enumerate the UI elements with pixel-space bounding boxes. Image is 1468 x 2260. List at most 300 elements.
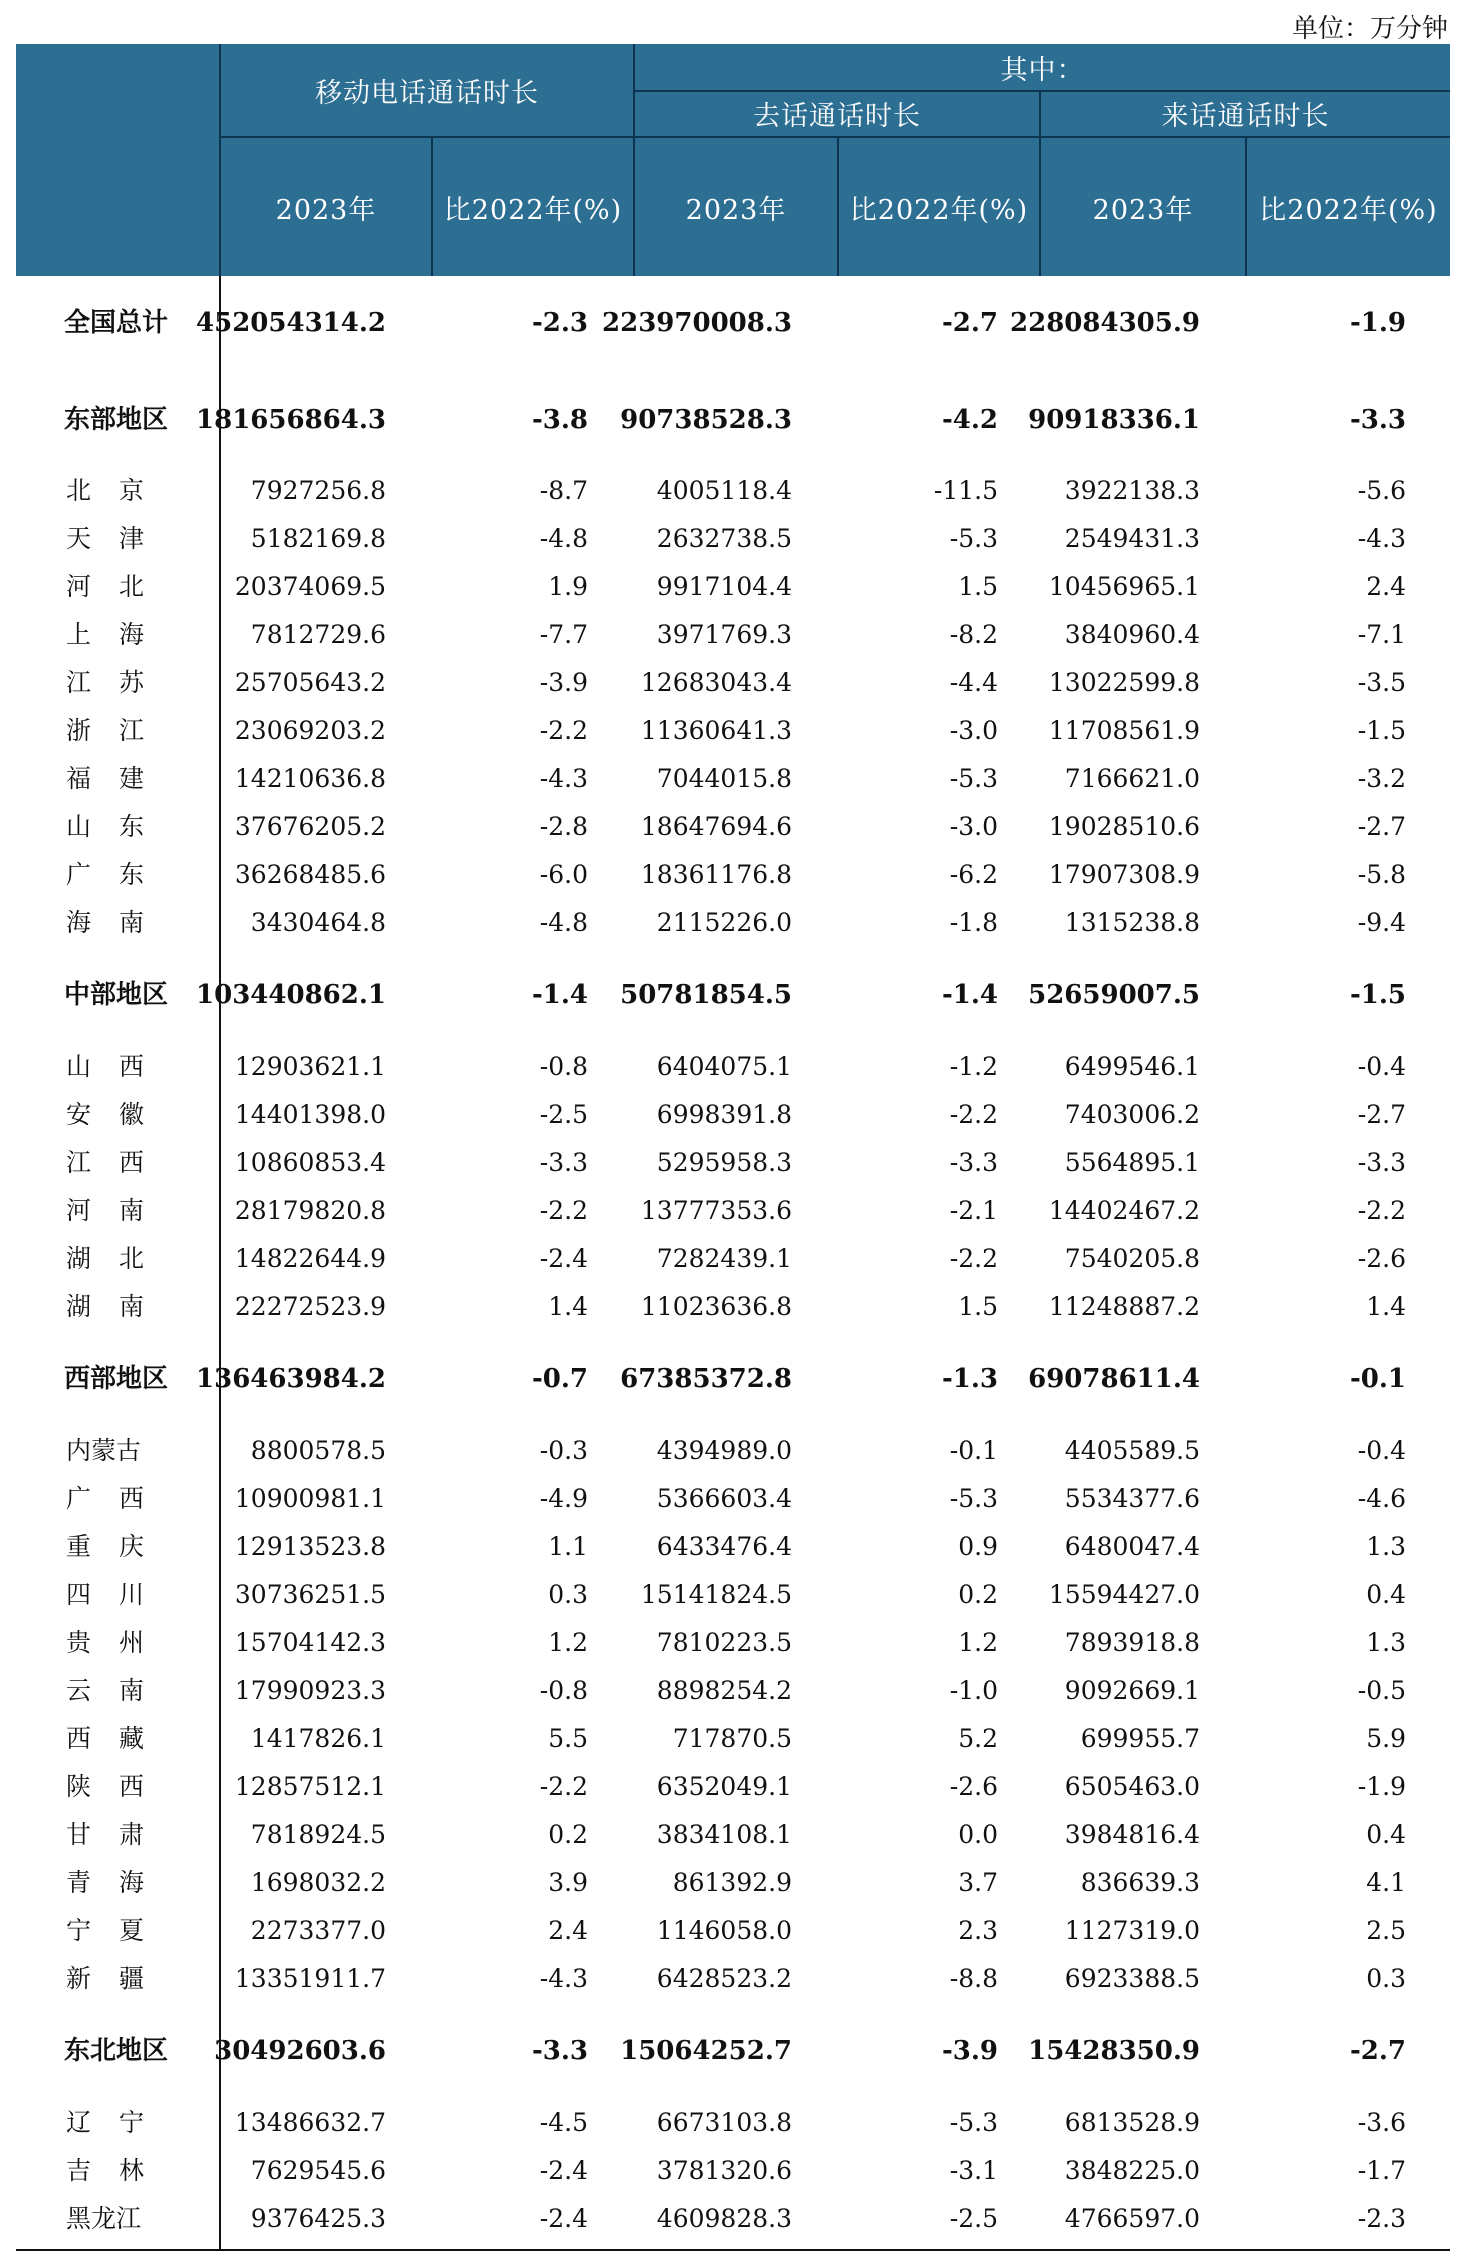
cell-value: 1417826.1 xyxy=(250,1724,386,1753)
cell-value: -5.8 xyxy=(1357,860,1406,889)
cell-value: -4.4 xyxy=(949,668,998,697)
cell-value: -4.3 xyxy=(539,1964,588,1993)
cell-value: -5.6 xyxy=(1357,476,1406,505)
cell-value: 14402467.2 xyxy=(1048,1196,1200,1225)
table-row xyxy=(16,468,1450,514)
table-row xyxy=(16,1092,1450,1138)
cell-value: -1.9 xyxy=(1357,1772,1406,1801)
table-row xyxy=(16,1524,1450,1570)
region-name: 内蒙古 xyxy=(66,1436,142,1465)
region-name: 浙江 xyxy=(66,716,173,745)
cell-value: -4.2 xyxy=(941,405,998,435)
cell-value: -0.3 xyxy=(539,1436,588,1465)
cell-value: 1.2 xyxy=(548,1628,588,1657)
cell-value: 0.9 xyxy=(958,1532,998,1561)
cell-value: 17907308.9 xyxy=(1048,860,1200,889)
cell-value: -3.1 xyxy=(949,2156,998,2185)
cell-value: -7.7 xyxy=(539,620,588,649)
cell-value: 103440862.1 xyxy=(196,980,386,1010)
cell-value: 0.4 xyxy=(1366,1820,1406,1849)
cell-value: 7818924.5 xyxy=(250,1820,386,1849)
cell-value: -3.3 xyxy=(539,1148,588,1177)
cell-value: 3922138.3 xyxy=(1064,476,1200,505)
cell-value: 2549431.3 xyxy=(1064,524,1200,553)
cell-value: 69078611.4 xyxy=(1028,1364,1200,1394)
summary-row xyxy=(16,397,1450,443)
cell-value: -2.4 xyxy=(539,2156,588,2185)
summary-row xyxy=(16,972,1450,1018)
cell-value: 6404075.1 xyxy=(656,1052,792,1081)
cell-value: 36268485.6 xyxy=(234,860,386,889)
cell-value: 37676205.2 xyxy=(234,812,386,841)
cell-value: -2.3 xyxy=(531,308,588,338)
cell-value: 1.5 xyxy=(958,1292,998,1321)
region-name: 广东 xyxy=(66,860,173,889)
cell-value: 15704142.3 xyxy=(234,1628,386,1657)
cell-value: 11023636.8 xyxy=(640,1292,792,1321)
cell-value: 7629545.6 xyxy=(250,2156,386,2185)
table-row xyxy=(16,1716,1450,1762)
cell-value: 25705643.2 xyxy=(234,668,386,697)
cell-value: 12903621.1 xyxy=(234,1052,386,1081)
cell-value: -2.7 xyxy=(941,308,998,338)
cell-value: -3.0 xyxy=(949,716,998,745)
cell-value: 1.9 xyxy=(548,572,588,601)
cell-value: -8.2 xyxy=(949,620,998,649)
cell-value: 7166621.0 xyxy=(1064,764,1200,793)
cell-value: -2.6 xyxy=(949,1772,998,1801)
region-name: 吉林 xyxy=(66,2156,173,2185)
region-name: 四川 xyxy=(66,1580,173,1609)
cell-value: -3.9 xyxy=(941,2036,998,2066)
cell-value: -1.4 xyxy=(531,980,588,1010)
cell-value: 23069203.2 xyxy=(234,716,386,745)
cell-value: 1698032.2 xyxy=(250,1868,386,1897)
cell-value: 2.4 xyxy=(548,1916,588,1945)
header-change-incoming: 比2022年(%) xyxy=(1259,194,1438,226)
cell-value: 5534377.6 xyxy=(1064,1484,1200,1513)
cell-value: 14822644.9 xyxy=(234,1244,386,1273)
cell-value: -1.5 xyxy=(1349,980,1406,1010)
cell-value: 15141824.5 xyxy=(640,1580,792,1609)
cell-value: -2.7 xyxy=(1357,1100,1406,1129)
cell-value: 15428350.9 xyxy=(1028,2036,1200,2066)
cell-value: 699955.7 xyxy=(1080,1724,1200,1753)
header-incoming: 来话通话时长 xyxy=(1161,100,1330,132)
cell-value: 3840960.4 xyxy=(1064,620,1200,649)
table-row xyxy=(16,1044,1450,1090)
cell-value: 13486632.7 xyxy=(234,2108,386,2137)
table-row xyxy=(16,1668,1450,1714)
cell-value: -2.2 xyxy=(949,1244,998,1273)
cell-value: -3.5 xyxy=(1357,668,1406,697)
cell-value: -2.3 xyxy=(1357,2204,1406,2233)
table-row xyxy=(16,1908,1450,1954)
cell-value: 30492603.6 xyxy=(214,2036,386,2066)
cell-value: -4.9 xyxy=(539,1484,588,1513)
cell-value: 28179820.8 xyxy=(234,1196,386,1225)
summary-row xyxy=(16,1356,1450,1402)
region-name: 陕西 xyxy=(66,1772,173,1801)
region-name: 东部地区 xyxy=(64,405,169,435)
cell-value: 1.3 xyxy=(1366,1532,1406,1561)
cell-value: 7927256.8 xyxy=(250,476,386,505)
cell-value: 3834108.1 xyxy=(656,1820,792,1849)
cell-value: 3430464.8 xyxy=(250,908,386,937)
cell-value: 6480047.4 xyxy=(1064,1532,1200,1561)
region-name: 辽宁 xyxy=(66,2108,173,2137)
cell-value: 67385372.8 xyxy=(620,1364,792,1394)
cell-value: -3.3 xyxy=(949,1148,998,1177)
cell-value: 3971769.3 xyxy=(656,620,792,649)
cell-value: -0.8 xyxy=(539,1676,588,1705)
table-row xyxy=(16,2148,1450,2194)
region-name: 江西 xyxy=(66,1148,173,1177)
cell-value: 1315238.8 xyxy=(1064,908,1200,937)
region-name: 新疆 xyxy=(66,1964,173,1993)
cell-value: 11708561.9 xyxy=(1048,716,1200,745)
cell-value: 1146058.0 xyxy=(656,1916,792,1945)
table-header xyxy=(16,44,1450,276)
region-name: 贵州 xyxy=(66,1628,173,1657)
cell-value: -3.6 xyxy=(1357,2108,1406,2137)
cell-value: -1.7 xyxy=(1357,2156,1406,2185)
region-name: 江苏 xyxy=(66,668,173,697)
cell-value: -1.2 xyxy=(949,1052,998,1081)
cell-value: -3.3 xyxy=(1349,405,1406,435)
region-name: 河南 xyxy=(66,1196,173,1225)
table-row xyxy=(16,1428,1450,1474)
summary-row xyxy=(16,2028,1450,2074)
cell-value: 0.3 xyxy=(1366,1964,1406,1993)
header-of-which: 其中： xyxy=(1000,54,1085,86)
cell-value: 2632738.5 xyxy=(656,524,792,553)
cell-value: 3.7 xyxy=(958,1868,998,1897)
cell-value: 0.2 xyxy=(548,1820,588,1849)
cell-value: -3.0 xyxy=(949,812,998,841)
cell-value: 6813528.9 xyxy=(1064,2108,1200,2137)
cell-value: -9.4 xyxy=(1357,908,1406,937)
region-name: 山东 xyxy=(66,812,173,841)
header-year-outgoing: 2023年 xyxy=(685,194,787,226)
cell-value: 7540205.8 xyxy=(1064,1244,1200,1273)
cell-value: 5182169.8 xyxy=(250,524,386,553)
region-name: 甘肃 xyxy=(66,1820,173,1849)
table-row xyxy=(16,1620,1450,1666)
cell-value: -5.3 xyxy=(949,764,998,793)
header-outgoing: 去话通话时长 xyxy=(753,100,921,132)
cell-value: 18361176.8 xyxy=(640,860,792,889)
cell-value: -3.3 xyxy=(1357,1148,1406,1177)
cell-value: 13777353.6 xyxy=(640,1196,792,1225)
table-row xyxy=(16,1860,1450,1906)
table-row xyxy=(16,516,1450,562)
cell-value: 4.1 xyxy=(1366,1868,1406,1897)
region-name: 云南 xyxy=(66,1676,173,1705)
header-year-total: 2023年 xyxy=(275,194,377,226)
region-name: 宁夏 xyxy=(66,1916,173,1945)
cell-value: 452054314.2 xyxy=(196,308,386,338)
cell-value: 11248887.2 xyxy=(1048,1292,1200,1321)
cell-value: -3.8 xyxy=(531,405,588,435)
cell-value: -2.6 xyxy=(1357,1244,1406,1273)
cell-value: 5564895.1 xyxy=(1064,1148,1200,1177)
cell-value: 4766597.0 xyxy=(1064,2204,1200,2233)
cell-value: 7403006.2 xyxy=(1064,1100,1200,1129)
cell-value: 12857512.1 xyxy=(234,1772,386,1801)
cell-value: 1.4 xyxy=(1366,1292,1406,1321)
cell-value: -2.2 xyxy=(539,1196,588,1225)
region-name: 天津 xyxy=(66,524,173,553)
cell-value: 5.5 xyxy=(548,1724,588,1753)
cell-value: 13351911.7 xyxy=(234,1964,386,1993)
cell-value: 9376425.3 xyxy=(250,2204,386,2233)
table-row xyxy=(16,1764,1450,1810)
unit-label: 单位：万分钟 xyxy=(1291,14,1448,44)
cell-value: -5.3 xyxy=(949,2108,998,2137)
table-row xyxy=(16,852,1450,898)
region-name: 重庆 xyxy=(66,1532,173,1561)
region-name: 上海 xyxy=(66,620,173,649)
cell-value: 9917104.4 xyxy=(656,572,792,601)
cell-value: -0.5 xyxy=(1357,1676,1406,1705)
cell-value: 228084305.9 xyxy=(1010,308,1200,338)
cell-value: 22272523.9 xyxy=(234,1292,386,1321)
cell-value: 7893918.8 xyxy=(1064,1628,1200,1657)
cell-value: -2.2 xyxy=(1357,1196,1406,1225)
table-row xyxy=(16,1572,1450,1618)
cell-value: 5366603.4 xyxy=(656,1484,792,1513)
cell-value: 7812729.6 xyxy=(250,620,386,649)
cell-value: 14401398.0 xyxy=(234,1100,386,1129)
cell-value: -2.7 xyxy=(1357,812,1406,841)
cell-value: 50781854.5 xyxy=(620,980,792,1010)
region-name: 湖南 xyxy=(66,1292,173,1321)
cell-value: 1127319.0 xyxy=(1064,1916,1200,1945)
cell-value: -4.3 xyxy=(539,764,588,793)
region-name: 安徽 xyxy=(66,1100,173,1129)
cell-value: 836639.3 xyxy=(1080,1868,1200,1897)
cell-value: 4405589.5 xyxy=(1064,1436,1200,1465)
cell-value: 717870.5 xyxy=(672,1724,792,1753)
cell-value: -4.5 xyxy=(539,2108,588,2137)
cell-value: 10456965.1 xyxy=(1048,572,1200,601)
cell-value: 6499546.1 xyxy=(1064,1052,1200,1081)
table-row xyxy=(16,660,1450,706)
table-row xyxy=(16,2100,1450,2146)
cell-value: -1.9 xyxy=(1349,308,1406,338)
cell-value: -0.8 xyxy=(539,1052,588,1081)
cell-value: 1.2 xyxy=(958,1628,998,1657)
cell-value: 1.4 xyxy=(548,1292,588,1321)
cell-value: 52659007.5 xyxy=(1028,980,1200,1010)
cell-value: 7044015.8 xyxy=(656,764,792,793)
region-name: 青海 xyxy=(66,1868,173,1897)
cell-value: 6433476.4 xyxy=(656,1532,792,1561)
cell-value: 4394989.0 xyxy=(656,1436,792,1465)
region-name: 福建 xyxy=(66,764,173,793)
cell-value: -2.4 xyxy=(539,1244,588,1273)
cell-value: 10860853.4 xyxy=(234,1148,386,1177)
cell-value: -3.9 xyxy=(539,668,588,697)
cell-value: 90918336.1 xyxy=(1028,405,1200,435)
region-name: 黑龙江 xyxy=(66,2204,142,2233)
table-row xyxy=(16,1188,1450,1234)
cell-value: 1.3 xyxy=(1366,1628,1406,1657)
cell-value: -0.1 xyxy=(1349,1364,1406,1394)
cell-value: 3984816.4 xyxy=(1064,1820,1200,1849)
region-name: 山西 xyxy=(66,1052,173,1081)
table-row xyxy=(16,804,1450,850)
cell-value: -4.6 xyxy=(1357,1484,1406,1513)
cell-value: 8898254.2 xyxy=(656,1676,792,1705)
cell-value: -5.3 xyxy=(949,1484,998,1513)
cell-value: 0.4 xyxy=(1366,1580,1406,1609)
region-name: 广西 xyxy=(66,1484,173,1513)
cell-value: 6352049.1 xyxy=(656,1772,792,1801)
cell-value: -0.1 xyxy=(949,1436,998,1465)
cell-value: -2.1 xyxy=(949,1196,998,1225)
cell-value: -2.5 xyxy=(949,2204,998,2233)
cell-value: -2.2 xyxy=(949,1100,998,1129)
cell-value: 11360641.3 xyxy=(640,716,792,745)
region-name: 中部地区 xyxy=(64,980,169,1010)
cell-value: 2115226.0 xyxy=(656,908,792,937)
cell-value: 4005118.4 xyxy=(656,476,792,505)
cell-value: 14210636.8 xyxy=(234,764,386,793)
cell-value: -2.4 xyxy=(539,2204,588,2233)
cell-value: -3.3 xyxy=(531,2036,588,2066)
cell-value: 5295958.3 xyxy=(656,1148,792,1177)
cell-value: 7282439.1 xyxy=(656,1244,792,1273)
region-name: 西部地区 xyxy=(64,1364,169,1394)
cell-value: -6.0 xyxy=(539,860,588,889)
cell-value: -4.8 xyxy=(539,524,588,553)
cell-value: 8800578.5 xyxy=(250,1436,386,1465)
header-change-outgoing: 比2022年(%) xyxy=(849,194,1029,226)
cell-value: -2.8 xyxy=(539,812,588,841)
header-year-incoming: 2023年 xyxy=(1092,194,1194,226)
cell-value: 20374069.5 xyxy=(234,572,386,601)
cell-value: 1.1 xyxy=(548,1532,588,1561)
region-name: 北京 xyxy=(66,476,173,505)
cell-value: 7810223.5 xyxy=(656,1628,792,1657)
cell-value: 861392.9 xyxy=(672,1868,792,1897)
cell-value: -1.4 xyxy=(941,980,998,1010)
table-row xyxy=(16,1812,1450,1858)
cell-value: 0.2 xyxy=(958,1580,998,1609)
table-bottom-rule xyxy=(16,2249,1450,2251)
cell-value: -5.3 xyxy=(949,524,998,553)
cell-value: 3.9 xyxy=(548,1868,588,1897)
cell-value: 3848225.0 xyxy=(1064,2156,1200,2185)
cell-value: -2.2 xyxy=(539,1772,588,1801)
cell-value: 90738528.3 xyxy=(620,405,792,435)
cell-value: 6505463.0 xyxy=(1064,1772,1200,1801)
cell-value: 15594427.0 xyxy=(1048,1580,1200,1609)
cell-value: 4609828.3 xyxy=(656,2204,792,2233)
cell-value: 10900981.1 xyxy=(234,1484,386,1513)
cell-value: -1.5 xyxy=(1357,716,1406,745)
cell-value: -8.8 xyxy=(949,1964,998,1993)
cell-value: 181656864.3 xyxy=(196,405,386,435)
cell-value: -8.7 xyxy=(539,476,588,505)
region-name: 河北 xyxy=(66,572,173,601)
cell-value: -2.2 xyxy=(539,716,588,745)
table-row xyxy=(16,612,1450,658)
summary-row xyxy=(16,300,1450,346)
table-row xyxy=(16,1476,1450,1522)
cell-value: -2.7 xyxy=(1349,2036,1406,2066)
cell-value: 5.9 xyxy=(1366,1724,1406,1753)
cell-value: 12913523.8 xyxy=(234,1532,386,1561)
cell-value: 2273377.0 xyxy=(250,1916,386,1945)
cell-value: 0.0 xyxy=(958,1820,998,1849)
table-row xyxy=(16,1284,1450,1330)
cell-value: 5.2 xyxy=(958,1724,998,1753)
cell-value: 17990923.3 xyxy=(234,1676,386,1705)
cell-value: 136463984.2 xyxy=(196,1364,386,1394)
cell-value: 19028510.6 xyxy=(1048,812,1200,841)
region-name: 西藏 xyxy=(66,1724,173,1753)
cell-value: 223970008.3 xyxy=(602,308,792,338)
cell-value: 6673103.8 xyxy=(656,2108,792,2137)
cell-value: 2.5 xyxy=(1366,1916,1406,1945)
cell-value: 30736251.5 xyxy=(234,1580,386,1609)
table-row xyxy=(16,564,1450,610)
region-name: 湖北 xyxy=(66,1244,173,1273)
table-row xyxy=(16,708,1450,754)
cell-value: -4.8 xyxy=(539,908,588,937)
cell-value: 3781320.6 xyxy=(656,2156,792,2185)
cell-value: -0.4 xyxy=(1357,1052,1406,1081)
cell-value: 18647694.6 xyxy=(640,812,792,841)
table-row xyxy=(16,900,1450,946)
cell-value: -0.4 xyxy=(1357,1436,1406,1465)
cell-value: -2.5 xyxy=(539,1100,588,1129)
header-change-total: 比2022年(%) xyxy=(443,194,623,226)
cell-value: -1.8 xyxy=(949,908,998,937)
cell-value: 1.5 xyxy=(958,572,998,601)
cell-value: -4.3 xyxy=(1357,524,1406,553)
cell-value: 6923388.5 xyxy=(1064,1964,1200,1993)
header-mobile-total: 移动电话通话时长 xyxy=(315,77,539,109)
cell-value: 6428523.2 xyxy=(656,1964,792,1993)
cell-value: 2.4 xyxy=(1366,572,1406,601)
cell-value: 2.3 xyxy=(958,1916,998,1945)
table-row xyxy=(16,1140,1450,1186)
cell-value: 13022599.8 xyxy=(1048,668,1200,697)
region-name: 海南 xyxy=(66,908,173,937)
cell-value: -11.5 xyxy=(933,476,998,505)
cell-value: 15064252.7 xyxy=(620,2036,792,2066)
table-row xyxy=(16,1956,1450,2002)
cell-value: 12683043.4 xyxy=(640,668,792,697)
region-name: 东北地区 xyxy=(64,2036,169,2066)
cell-value: 6998391.8 xyxy=(656,1100,792,1129)
cell-value: -1.3 xyxy=(941,1364,998,1394)
cell-value: -1.0 xyxy=(949,1676,998,1705)
cell-value: -0.7 xyxy=(531,1364,588,1394)
table-row xyxy=(16,2196,1450,2242)
region-name: 全国总计 xyxy=(64,308,169,338)
table-row xyxy=(16,1236,1450,1282)
cell-value: -3.2 xyxy=(1357,764,1406,793)
cell-value: -6.2 xyxy=(949,860,998,889)
cell-value: 9092669.1 xyxy=(1064,1676,1200,1705)
cell-value: 0.3 xyxy=(548,1580,588,1609)
cell-value: -7.1 xyxy=(1357,620,1406,649)
